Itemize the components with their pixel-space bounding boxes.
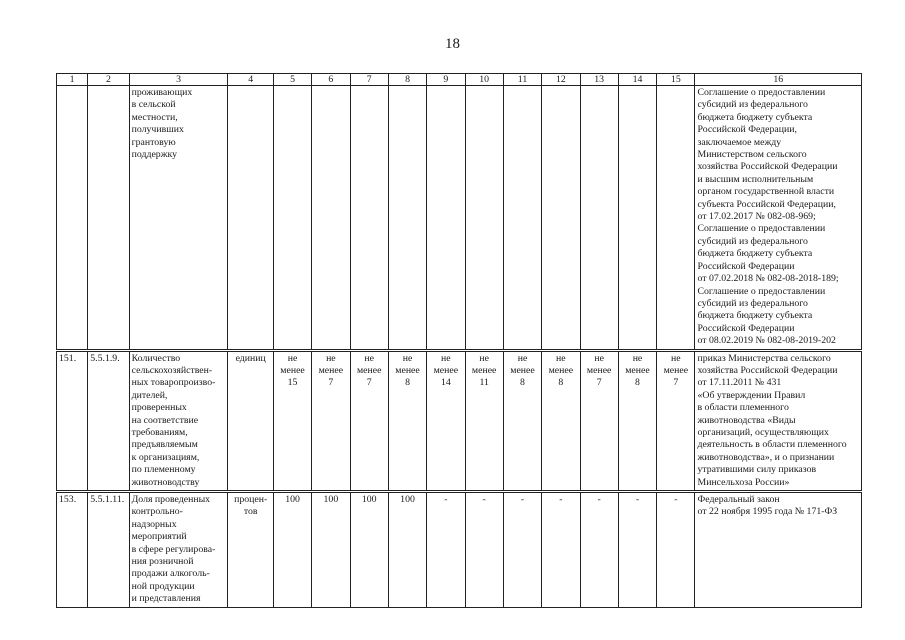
value-cell: не менее 7 [580,350,618,491]
column-header: 2 [88,74,129,86]
value-cell: - [580,492,618,608]
row-code: 5.5.1.11. [88,492,129,608]
value-cell [542,86,580,351]
column-header: 4 [228,74,273,86]
value-cell: - [427,492,465,608]
page-number: 18 [445,36,460,52]
unit [228,86,273,351]
value-cell [618,86,656,351]
unit: единиц [228,350,273,491]
column-header: 15 [657,74,695,86]
value-cell [465,86,503,351]
value-cell [580,86,618,351]
value-cell: - [618,492,656,608]
unit: процен- тов [228,492,273,608]
column-header: 16 [695,74,862,86]
row-number [57,86,88,351]
value-cell [388,86,426,351]
column-header: 3 [129,74,228,86]
indicators-table [56,73,862,608]
value-cell [350,86,388,351]
value-cell: - [657,492,695,608]
value-cell [503,86,541,351]
table-row [57,492,862,608]
value-cell: не менее 8 [388,350,426,491]
value-cell: 100 [312,492,350,608]
column-header: 11 [503,74,541,86]
value-cell: не менее 15 [273,350,311,491]
value-cell: не менее 7 [657,350,695,491]
value-cell [657,86,695,351]
column-header: 7 [350,74,388,86]
source-document: Федеральный закон от 22 ноября 1995 года № 171-ФЗ [695,492,862,608]
value-cell: не менее 14 [427,350,465,491]
indicator-name: проживающих в сельской местности, получивших грантовую поддержку [129,86,228,351]
value-cell: не менее 8 [503,350,541,491]
indicator-name: Доля проведенных контрольно- надзорных мероприятий в сфере регулирова- ния розничной продажи алкоголь- ной продукции и представления [129,492,228,608]
indicator-name: Количество сельскохозяйствен- ных товаропроизво- дителей, проверенных на соответствие требованиям, предъявляемым к организациям, по племенному животноводству [129,350,228,491]
source-document: Соглашение о предоставлении субсидий из федерального бюджета бюджету субъекта Российской Федерации, заключаемое между Министерством сельского хозяйства Российской Федерации и высшим исполнительным органом государственной власти субъекта Российской Федерации, от 17.02.2017 № 082-08-969; Соглашение о предоставлении субсидий из федерального бюджета бюджету субъекта Российской Федерации от 07.02.2018 № 082-08-2018-189; Соглашение о предоставлении субсидий из федерального бюджета бюджету субъекта Российской Федерации от 08.02.2019 № 082-08-2019-202 [695,86,862,351]
value-cell: 100 [350,492,388,608]
column-number-row [57,74,862,86]
value-cell: не менее 11 [465,350,503,491]
value-cell: - [542,492,580,608]
row-number: 153. [57,492,88,608]
value-cell [273,86,311,351]
value-cell [312,86,350,351]
value-cell: - [465,492,503,608]
source-document: приказ Министерства сельского хозяйства Российской Федерации от 17.11.2011 № 431 «Об утверждении Правил в области племенного животноводства «Виды организаций, осуществляющих деятельность в области племенного животноводства», и о признании утратившими силу приказов Минсельхоза России» [695,350,862,491]
column-header: 9 [427,74,465,86]
value-cell: - [503,492,541,608]
value-cell: 100 [388,492,426,608]
table-row [57,350,862,491]
value-cell: не менее 7 [350,350,388,491]
column-header: 5 [273,74,311,86]
column-header: 1 [57,74,88,86]
value-cell [427,86,465,351]
column-header: 10 [465,74,503,86]
row-code [88,86,129,351]
value-cell: 100 [273,492,311,608]
column-header: 14 [618,74,656,86]
table-row [57,86,862,351]
column-header: 8 [388,74,426,86]
row-code: 5.5.1.9. [88,350,129,491]
value-cell: не менее 8 [618,350,656,491]
column-header: 6 [312,74,350,86]
column-header: 12 [542,74,580,86]
column-header: 13 [580,74,618,86]
row-number: 151. [57,350,88,491]
value-cell: не менее 7 [312,350,350,491]
value-cell: не менее 8 [542,350,580,491]
